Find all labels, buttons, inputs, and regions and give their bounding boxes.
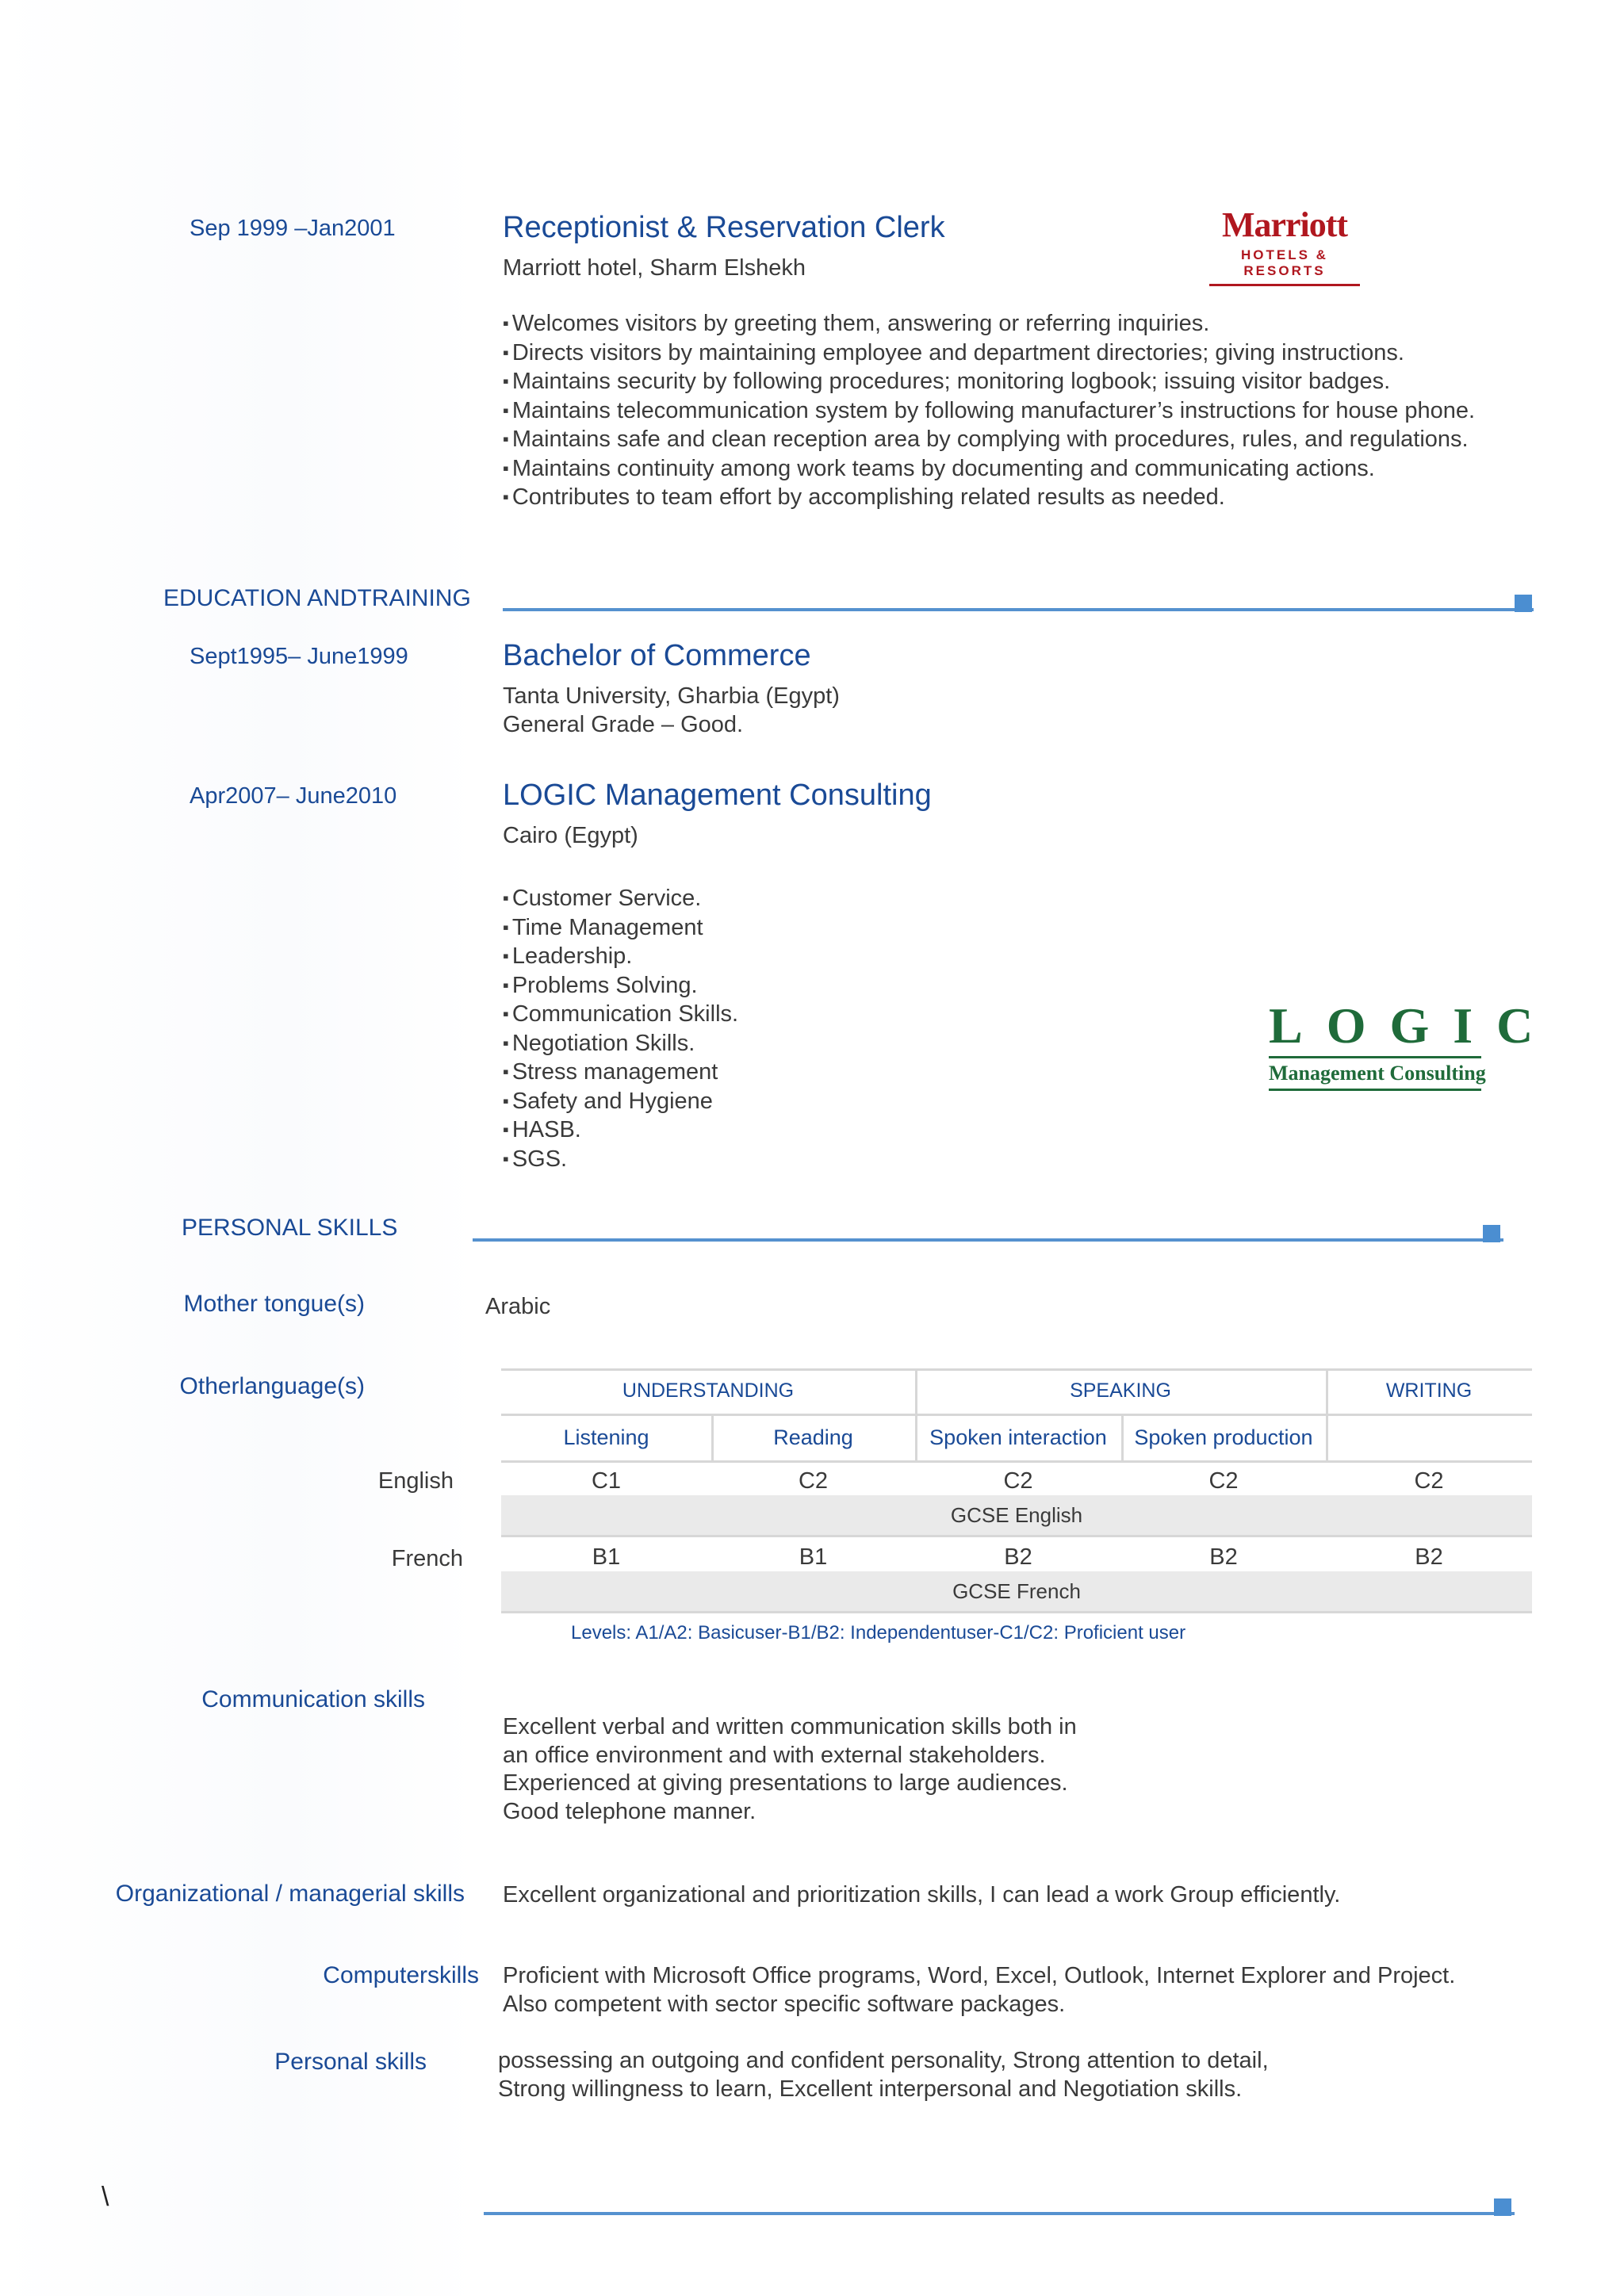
table-subheader-reading: Reading [773,1425,853,1449]
table-rule [501,1414,1532,1416]
logic-logo-word: LOGIC [1269,997,1557,1054]
computer-skills-label: Computerskills [323,1962,479,1988]
table-certificate-english: GCSE English [950,1503,1083,1527]
logic-logo [1269,997,1557,1091]
list-item: ▪ Time Management [503,914,979,943]
list-item: ▪ Maintains continuity among work teams by documenting and communicating actions. [503,455,1534,484]
text-line: possessing an outgoing and confident personality, Strong attention to detail, [498,2048,1269,2073]
education-heading: EDUCATION ANDTRAINING [163,585,471,611]
mother-tongue-label: Mother tongue(s) [183,1291,365,1317]
text-line: Strong willingness to learn, Excellent interpersonal and Negotiation skills. [498,2076,1243,2102]
text-line: Experienced at giving presentations to large audiences. [503,1770,1068,1796]
list-item: ▪ Safety and Hygiene [503,1088,979,1117]
language-levels-legend: Levels: A1/A2: Basicuser-B1/B2: Independentuser-C1/C2: Proficient user [571,1622,1186,1644]
table-cell: C2 [1208,1468,1239,1494]
table-subheader-spoken-production: Spoken production [1134,1425,1313,1449]
personal-skills-label: Personal skills [274,2049,427,2075]
table-cell: C2 [798,1468,829,1494]
training-topics-list [503,885,979,1174]
degree-institution: Tanta University, Gharbia (Egypt) [503,683,840,709]
table-cell: C2 [1003,1468,1033,1494]
list-item: ▪ Leadership. [503,943,979,972]
table-cell: B1 [592,1544,621,1570]
table-rule [501,1611,1532,1613]
list-item: ▪ Welcomes visitors by greeting them, answering or referring inquiries. [503,310,1534,339]
training-date: Apr2007– June2010 [190,783,397,809]
list-item: ▪ Stress management [503,1058,979,1088]
list-item: ▪ Customer Service. [503,885,979,914]
logic-logo-rule-bottom [1269,1089,1481,1091]
personal-skills-heading: PERSONAL SKILLS [182,1215,398,1241]
experience-title: Receptionist & Reservation Clerk [503,211,945,244]
table-rule [501,1535,1532,1537]
logic-logo-subtitle: Management Consulting [1269,1062,1486,1085]
organizational-skills-text: Excellent organizational and prioritization skills, I can lead a work Group efficiently. [503,1882,1341,1908]
table-cell: B2 [1209,1544,1238,1570]
personal-skills-divider-square [1483,1225,1500,1242]
text-line: Good telephone manner. [503,1798,756,1824]
list-item: ▪ Maintains telecommunication system by following manufacturer’s instructions for house phone. [503,397,1534,427]
text-line: Also competent with sector specific software packages. [503,1991,1066,2017]
list-item: ▪ Maintains security by following procedures; monitoring logbook; issuing visitor badges. [503,368,1534,397]
personal-skills-divider [473,1238,1503,1242]
table-cell: B1 [799,1544,828,1570]
experience-date: Sep 1999 –Jan2001 [190,216,396,241]
language-french-label: French [391,1546,463,1571]
language-english-label: English [377,1468,454,1494]
list-item: ▪ Negotiation Skills. [503,1030,979,1059]
list-item: ▪ Problems Solving. [503,972,979,1001]
experience-employer: Marriott hotel, Sharm Elshekh [503,255,806,281]
computer-skills-text [503,1962,1573,2019]
table-cell: B2 [1415,1544,1443,1570]
footer-divider [484,2212,1515,2215]
marriott-logo-name: Marriott [1221,205,1348,244]
experience-duties-list [503,310,1534,513]
table-certificate-french: GCSE French [952,1579,1081,1603]
table-cell: B2 [1004,1544,1032,1570]
list-item: ▪ Directs visitors by maintaining employee and department directories; giving instructions. [503,339,1534,369]
education-divider [503,608,1534,611]
education-divider-square [1515,595,1532,612]
marriott-logo-underline [1209,284,1360,286]
footer-divider-square [1494,2198,1511,2216]
other-languages-label: Otherlanguage(s) [179,1373,365,1399]
table-subheader-listening: Listening [563,1425,649,1449]
list-item: ▪ HASB. [503,1116,979,1146]
table-header-speaking: SPEAKING [1070,1380,1171,1402]
list-item: ▪ Communication Skills. [503,1001,979,1030]
text-line: Proficient with Microsoft Office programs, Word, Excel, Outlook, Internet Explorer and Project. [503,1963,1456,1988]
table-header-writing: WRITING [1385,1380,1473,1402]
text-line: Excellent verbal and written communication skills both in [503,1714,1077,1739]
list-item: ▪ Maintains safe and clean reception area by complying with procedures, rules, and regulations. [503,426,1534,455]
training-title: LOGIC Management Consulting [503,779,932,812]
logic-logo-rule-top [1269,1056,1481,1058]
left-column-shade [0,0,476,2296]
text-line: an office environment and with external stakeholders. [503,1742,1046,1768]
table-rule [501,1460,1532,1463]
personal-skills-text [498,2047,1568,2103]
table-rule [501,1368,1532,1371]
table-cell: C1 [591,1468,622,1494]
table-header-understanding: UNDERSTANDING [622,1380,795,1402]
training-location: Cairo (Egypt) [503,823,638,848]
organizational-skills-label: Organizational / managerial skills [115,1881,465,1907]
marriott-logo [1197,205,1372,286]
marriott-logo-subtitle: HOTELS & RESORTS [1241,247,1328,278]
language-table [501,1368,1532,1614]
mother-tongue-value: Arabic [485,1294,551,1319]
table-cell: C2 [1414,1468,1444,1494]
communication-skills-text [503,1713,1216,1826]
table-subheader-spoken-interaction: Spoken interaction [929,1425,1107,1449]
communication-skills-label: Communication skills [201,1686,425,1712]
degree-grade: General Grade – Good. [503,712,744,737]
degree-date: Sept1995– June1999 [190,644,408,669]
degree-title: Bachelor of Commerce [503,639,811,672]
list-item: ▪ SGS. [503,1146,979,1175]
footer-mark: \ [102,2182,109,2212]
list-item: ▪ Contributes to team effort by accomplishing related results as needed. [503,484,1534,513]
